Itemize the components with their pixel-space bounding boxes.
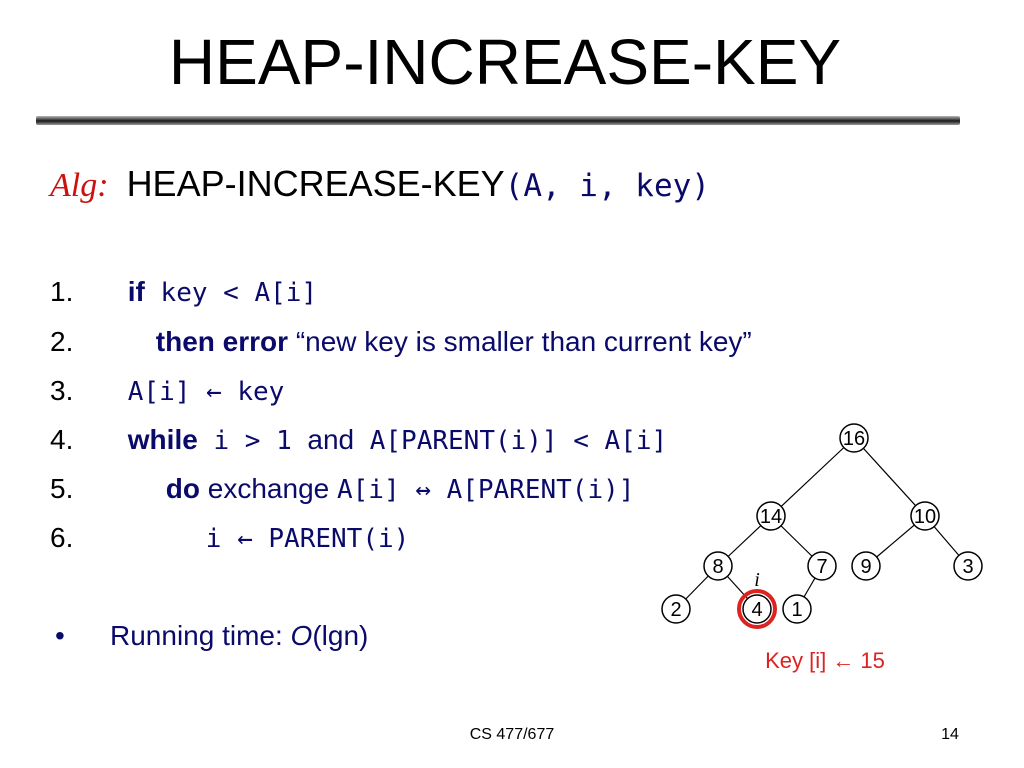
tree-node-label: 14	[759, 506, 783, 528]
tree-node-label: 16	[842, 428, 866, 450]
pseudocode-line-3	[50, 375, 284, 407]
tree-node-label: 8	[712, 556, 724, 578]
keyword-do: do	[165, 473, 200, 504]
bullet-marker: •	[55, 620, 65, 651]
line-text: A[i] ← key	[127, 377, 285, 407]
tree-node-label: 9	[860, 556, 872, 578]
tree-node-label: 4	[751, 599, 763, 621]
pseudocode-line-5	[50, 473, 634, 505]
line-number: 3.	[50, 375, 74, 406]
keyword-while: while	[127, 424, 198, 455]
line-text: i > 1	[197, 426, 308, 456]
alg-name: HEAP-INCREASE-KEY	[126, 163, 505, 204]
alg-label: Alg:	[50, 167, 109, 204]
error-message: “new key is smaller than current key”	[288, 326, 752, 357]
line-number: 4.	[50, 424, 74, 455]
line-number: 1.	[50, 276, 74, 307]
running-time-bullet	[55, 620, 368, 652]
tree-edge	[771, 438, 854, 516]
slide-title: HEAP-INCREASE-KEY	[168, 26, 842, 98]
keyword-and: and	[307, 424, 355, 455]
line-number: 5.	[50, 473, 74, 504]
pseudocode-line-6	[50, 522, 409, 554]
alg-params: (A, i, key)	[504, 168, 710, 204]
pseudocode-line-1	[50, 276, 317, 308]
pseudocode-line-4	[50, 424, 667, 456]
tree-node-label: 1	[791, 599, 803, 621]
line-text: A[PARENT(i)] < A[i]	[354, 426, 668, 456]
running-time-label: Running time:	[110, 620, 291, 651]
footer-course: CS 477/677	[469, 726, 555, 743]
running-time-complexity: (lgn)	[312, 620, 369, 651]
pseudocode-line-2	[50, 326, 752, 358]
line-number: 6.	[50, 522, 74, 553]
line-text: A[i] ↔ A[PARENT(i)]	[337, 475, 635, 505]
tree-node-label: 10	[913, 506, 937, 528]
line-number: 2.	[50, 326, 74, 357]
keyword-if: if	[127, 276, 145, 307]
key-caption: Key [i] ← 15	[765, 648, 885, 673]
keyword-error: error	[214, 326, 289, 357]
tree-node-label: 3	[962, 556, 974, 578]
keyword-then: then	[155, 326, 215, 357]
title-divider	[36, 116, 960, 125]
line-text: exchange	[200, 473, 337, 504]
tree-node-label: 7	[816, 556, 828, 578]
tree-node-label: 2	[670, 599, 682, 621]
footer-page-number: 14	[941, 726, 959, 743]
heap-tree-diagram	[640, 420, 1024, 690]
big-o: O	[290, 620, 313, 651]
line-text: i ← PARENT(i)	[205, 524, 410, 554]
algorithm-header	[50, 163, 710, 205]
line-text: key <	[144, 278, 255, 308]
index-marker: i	[754, 569, 760, 591]
line-text: A[i]	[254, 278, 318, 308]
